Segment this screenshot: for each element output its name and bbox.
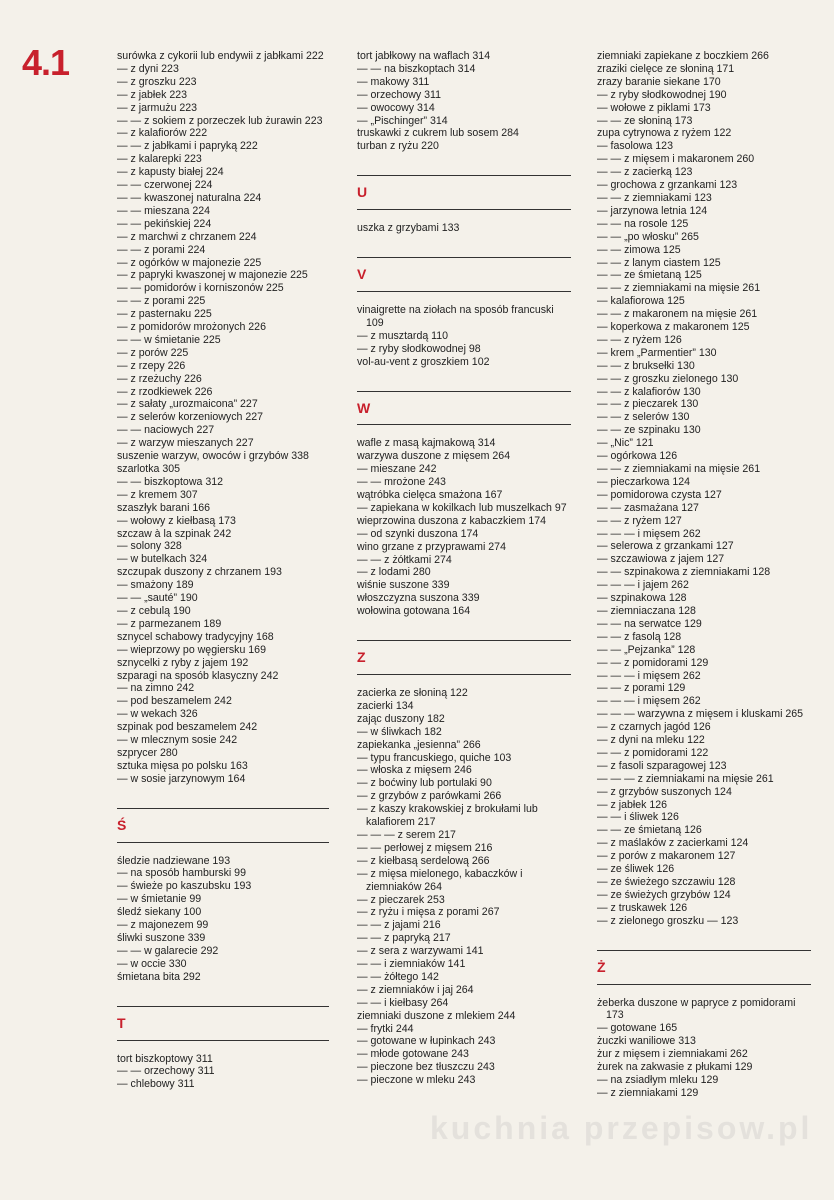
- index-entry: — z ogórków w majonezie 225: [117, 256, 262, 269]
- section-letter: T: [117, 1014, 126, 1031]
- index-entry: — z mięsa mielonego, kabaczków i ziemniaków 264: [357, 867, 523, 893]
- index-entry: — zapiekana w kokilkach lub muszelkach 97: [357, 501, 567, 514]
- index-entry: — — z selerów 130: [597, 411, 690, 424]
- index-entry: — — i kiełbasy 264: [357, 996, 449, 1009]
- index-entry: — chlebowy 311: [117, 1078, 195, 1091]
- index-entry: — z truskawek 126: [597, 901, 688, 914]
- index-entry: — — ze śmietaną 125: [597, 269, 702, 282]
- index-entry: ziemniaki duszone z mlekiem 244: [357, 1009, 516, 1022]
- index-entry: — młode gotowane 243: [357, 1048, 469, 1061]
- index-entry: warzywa duszone z mięsem 264: [357, 450, 511, 463]
- index-entry: — — w galarecie 292: [117, 944, 219, 957]
- index-entry: — — w śmietanie 225: [117, 333, 221, 346]
- section-letter: Ż: [597, 958, 606, 975]
- index-entry: — typu francuskiego, quiche 103: [357, 751, 512, 764]
- index-entry: — z pieczarek 253: [357, 893, 445, 906]
- index-column-3: [597, 50, 811, 1100]
- index-entry: — — z groszku zielonego 130: [597, 372, 739, 385]
- index-entry: — — z ziemniakami na mięsie 261: [597, 282, 761, 295]
- index-entry: — z papryki kwaszonej w majonezie 225: [117, 269, 308, 282]
- index-entry: — z porów z makaronem 127: [597, 850, 736, 863]
- index-entry: zrazy baranie siekane 170: [597, 75, 721, 88]
- divider: [357, 291, 571, 292]
- index-entry: — z sera z warzywami 141: [357, 945, 484, 958]
- index-entry: — z ziemniaków i jaj 264: [357, 983, 474, 996]
- index-entry: — orzechowy 311: [357, 88, 442, 101]
- index-entry: szpinak pod beszamelem 242: [117, 721, 258, 734]
- index-entry: — kalafiorowa 125: [597, 295, 685, 308]
- index-entry: szaszłyk barani 166: [117, 501, 211, 514]
- index-entry: zupa cytrynowa z ryżem 122: [597, 127, 732, 140]
- index-entry: — w śliwkach 182: [357, 725, 442, 738]
- index-entry: — od szynki duszona 174: [357, 527, 479, 540]
- index-entry: — — z ziemniakami na mięsie 261: [597, 463, 761, 475]
- index-entry: — „Pischinger” 314: [357, 114, 448, 127]
- index-entry: — mieszane 242: [357, 463, 437, 476]
- index-entry: — — ze szpinaku 130: [597, 424, 701, 437]
- index-entry: zraziki cielęce ze słoniną 171: [597, 62, 735, 75]
- index-entry: — — z lanym ciastem 125: [597, 256, 721, 269]
- divider: [357, 209, 571, 210]
- index-entry: — na zsiadłym mleku 129: [597, 1073, 719, 1086]
- index-entry: — — na rosole 125: [597, 217, 689, 230]
- index-entry: — — z pieczarek 130: [597, 398, 699, 411]
- index-entry: — koperkowa z makaronem 125: [597, 321, 750, 334]
- index-entry: — — z porami 129: [597, 682, 686, 695]
- index-entry: — — z kalafiorów 130: [597, 385, 701, 398]
- section-header: [357, 640, 571, 675]
- index-entry: — z pasternaku 225: [117, 308, 212, 321]
- section-header: [597, 950, 811, 985]
- index-entry: — w mlecznym sosie 242: [117, 734, 238, 747]
- index-entry: — — mrożone 243: [357, 476, 446, 489]
- index-entry: — z rzodkiewek 226: [117, 385, 213, 398]
- index-entry: — z fasoli szparagowej 123: [597, 759, 727, 772]
- index-entry: vinaigrette na ziołach na sposób francuski 109: [357, 303, 554, 329]
- index-entry: uszka z grzybami 133: [357, 222, 460, 235]
- index-entry: — z cebulą 190: [117, 604, 191, 617]
- index-entry: — — — i jajem 262: [597, 579, 689, 592]
- index-entry: — z kalafiorów 222: [117, 127, 208, 140]
- section-header: [357, 391, 571, 426]
- index-entry: — pieczone w mleku 243: [357, 1074, 476, 1087]
- index-entry: — — z pomidorami 129: [597, 656, 709, 669]
- index-entry: — solony 328: [117, 540, 182, 553]
- index-entry: wołowina gotowana 164: [357, 605, 471, 618]
- index-entry: — z sałaty „urozmaicona” 227: [117, 398, 258, 411]
- section-header: [117, 1006, 329, 1041]
- index-entry: śmietana bita 292: [117, 970, 201, 983]
- index-entry: — — z jabłkami i papryką 222: [117, 140, 258, 153]
- index-entry: śledzie nadziewane 193: [117, 854, 231, 867]
- index-entry: — pieczone bez tłuszczu 243: [357, 1061, 495, 1074]
- index-entry: — — — warzywna z mięsem i kluskami 265: [597, 708, 804, 721]
- index-entry: — — z ryżem 127: [597, 514, 682, 527]
- index-entry: — — zimowa 125: [597, 243, 681, 256]
- section-header: [357, 175, 571, 210]
- index-entry: — owocowy 314: [357, 101, 435, 114]
- index-entry: wafle z masą kajmakową 314: [357, 437, 496, 450]
- index-entry: — pieczarkowa 124: [597, 475, 691, 488]
- index-entry: — wieprzowy po węgiersku 169: [117, 643, 266, 656]
- index-entry: — — z ryżem 126: [597, 333, 682, 346]
- divider: [357, 424, 571, 425]
- index-entry: — — — i mięsem 262: [597, 669, 701, 682]
- index-entry: — z rzepy 226: [117, 359, 186, 372]
- index-entry: — na zimno 242: [117, 682, 195, 695]
- index-entry: — — z pomidorami 122: [597, 746, 709, 759]
- index-entry: — — pekińskiej 224: [117, 217, 212, 230]
- index-entry: — grochowa z grzankami 123: [597, 179, 738, 192]
- index-entry: — z lodami 280: [357, 566, 431, 579]
- index-entry: — — zasmażana 127: [597, 501, 699, 514]
- index-entry: wiśnie suszone 339: [357, 579, 450, 592]
- index-entry: — z dyni na mleku 122: [597, 734, 705, 747]
- index-entry: — — i ziemniaków 141: [357, 958, 466, 971]
- index-entry: — z grzybów z parówkami 266: [357, 790, 502, 803]
- index-entry: sztuka mięsa po polsku 163: [117, 759, 248, 772]
- index-entry: — z grzybów suszonych 124: [597, 785, 732, 798]
- section-header: [357, 257, 571, 292]
- index-entry: — — na biszkoptach 314: [357, 62, 476, 75]
- index-entry: szprycer 280: [117, 746, 178, 759]
- index-entry: — — mieszana 224: [117, 204, 211, 217]
- index-entry: żurek na zakwasie z płukami 129: [597, 1061, 753, 1074]
- divider: [117, 1040, 329, 1041]
- divider: [357, 674, 571, 675]
- index-entry: — — pomidorów i korniszonów 225: [117, 282, 284, 295]
- index-entry: ziemniaki zapiekane z boczkiem 266: [597, 50, 769, 62]
- index-entry: włoszczyzna suszona 339: [357, 592, 480, 605]
- index-entry: — — szpinakowa z ziemniakami 128: [597, 566, 771, 579]
- index-entry: szarlotka 305: [117, 463, 181, 475]
- index-entry: żuczki waniliowe 313: [597, 1035, 696, 1048]
- index-entry: — — czerwonej 224: [117, 179, 213, 192]
- index-entry: — z kalarepki 223: [117, 153, 202, 166]
- index-entry: — w butelkach 324: [117, 553, 208, 566]
- index-entry: zapiekanka „jesienna” 266: [357, 738, 481, 751]
- index-entry: szczaw à la szpinak 242: [117, 527, 232, 540]
- index-entry: — — biszkoptowa 312: [117, 475, 223, 488]
- index-entry: — — i śliwek 126: [597, 811, 679, 824]
- index-entry: — z rzeżuchy 226: [117, 372, 202, 385]
- index-entry: — z jarmużu 223: [117, 101, 198, 114]
- index-entry: — — z makaronem na mięsie 261: [597, 308, 758, 321]
- index-entry: — smażony 189: [117, 579, 194, 592]
- index-entry: — — orzechowy 311: [117, 1065, 215, 1078]
- index-entry: — z jabłek 126: [597, 798, 668, 811]
- index-entry: turban z ryżu 220: [357, 140, 439, 153]
- index-entry: — — z porami 224: [117, 243, 206, 256]
- section-letter: Ś: [117, 816, 127, 833]
- index-entry: — — ze słoniną 173: [597, 114, 693, 127]
- index-entry: — z pomidorów mrożonych 226: [117, 321, 266, 334]
- index-entry: truskawki z cukrem lub sosem 284: [357, 127, 519, 140]
- index-entry: — ze śliwek 126: [597, 863, 675, 876]
- index-entry: — gotowane w łupinkach 243: [357, 1035, 496, 1048]
- index-entry: — wołowe z piklami 173: [597, 101, 711, 114]
- index-entry: — w sosie jarzynowym 164: [117, 772, 246, 785]
- index-entry: — — z zacierką 123: [597, 166, 693, 179]
- index-entry: wieprzowina duszona z kabaczkiem 174: [357, 514, 547, 527]
- index-entry: — szpinakowa 128: [597, 592, 687, 605]
- index-entry: — w wekach 326: [117, 708, 198, 721]
- index-entry: — jarzynowa letnia 124: [597, 204, 708, 217]
- index-entry: — z parmezanem 189: [117, 617, 222, 630]
- index-entry: — z maślaków z zacierkami 124: [597, 837, 749, 850]
- index-entry: — — naciowych 227: [117, 424, 215, 437]
- index-entry: żeberka duszone w papryce z pomidorami 173: [597, 996, 796, 1022]
- index-entry: — w occie 330: [117, 957, 187, 970]
- index-entry: — z kremem 307: [117, 488, 198, 501]
- divider: [117, 842, 329, 843]
- index-column-1: [117, 50, 329, 1091]
- index-entry: — z ziemniakami 129: [597, 1086, 699, 1099]
- index-entry: — — „Pejzanka” 128: [597, 643, 696, 656]
- index-entry: śledź siekany 100: [117, 906, 202, 919]
- index-entry: wino grzane z przyprawami 274: [357, 540, 506, 553]
- index-entry: — — ze śmietaną 126: [597, 824, 702, 837]
- index-entry: — z zielonego groszku — 123: [597, 914, 739, 927]
- index-entry: — frytki 244: [357, 1022, 414, 1035]
- index-entry: szczupak duszony z chrzanem 193: [117, 566, 282, 579]
- index-entry: — — z porami 225: [117, 295, 206, 308]
- index-entry: — — — i mięsem 262: [597, 527, 701, 540]
- index-entry: — — z jajami 216: [357, 919, 441, 932]
- index-entry: — makowy 311: [357, 75, 430, 88]
- index-entry: — na sposób hamburski 99: [117, 867, 246, 880]
- index-entry: — „Nic” 121: [597, 437, 654, 450]
- index-entry: szparagi na sposób klasyczny 242: [117, 669, 279, 682]
- index-entry: — z kapusty białej 224: [117, 166, 224, 179]
- index-entry: surówka z cykorii lub endywii z jabłkami 222: [117, 50, 324, 62]
- index-entry: zacierka ze słoniną 122: [357, 687, 468, 699]
- index-entry: sznycel schabowy tradycyjny 168: [117, 630, 274, 643]
- index-entry: tort biszkoptowy 311: [117, 1052, 213, 1065]
- index-entry: — z boćwiny lub portulaki 90: [357, 777, 492, 790]
- section-header: [117, 808, 329, 843]
- index-entry: — z marchwi z chrzanem 224: [117, 230, 257, 243]
- index-entry: suszenie warzyw, owoców i grzybów 338: [117, 450, 309, 463]
- index-entry: wątróbka cielęca smażona 167: [357, 489, 503, 502]
- index-entry: zacierki 134: [357, 699, 414, 712]
- index-entry: zając duszony 182: [357, 712, 445, 725]
- index-entry: — z majonezem 99: [117, 919, 209, 932]
- index-entry: żur z mięsem i ziemniakami 262: [597, 1048, 748, 1061]
- index-entry: — z kiełbasą serdelową 266: [357, 854, 490, 867]
- index-entry: — — — z serem 217: [357, 828, 456, 841]
- index-entry: — z dyni 223: [117, 62, 179, 75]
- section-letter: U: [357, 184, 368, 201]
- index-entry: — ogórkowa 126: [597, 450, 678, 463]
- index-entry: — fasolowa 123: [597, 140, 673, 153]
- index-entry: śliwki suszone 339: [117, 932, 206, 944]
- index-entry: — włoska z mięsem 246: [357, 764, 472, 777]
- index-column-2: [357, 50, 571, 1087]
- index-entry: — z kaszy krakowskiej z brokułami lub kalafiorem 217: [357, 803, 538, 829]
- index-entry: — z ryby słodkowodnej 98: [357, 342, 481, 355]
- index-entry: — — z papryką 217: [357, 932, 451, 945]
- index-entry: — — „po włosku” 265: [597, 230, 699, 243]
- index-entry: — gotowane 165: [597, 1022, 678, 1035]
- index-entry: — — z mięsem i makaronem 260: [597, 153, 755, 166]
- watermark: kuchnia przepisow.pl: [430, 1110, 813, 1146]
- index-entry: — z warzyw mieszanych 227: [117, 437, 254, 450]
- index-entry: — — z bruksełki 130: [597, 359, 695, 372]
- section-letter: W: [357, 399, 371, 416]
- index-entry: — — żółtego 142: [357, 970, 439, 983]
- index-entry: vol-au-vent z groszkiem 102: [357, 355, 490, 368]
- index-entry: — z selerów korzeniowych 227: [117, 411, 264, 424]
- index-entry: — — z sokiem z porzeczek lub żurawin 223: [117, 114, 323, 127]
- index-entry: — z ryby słodkowodnej 190: [597, 88, 727, 101]
- section-letter: Z: [357, 649, 366, 666]
- index-entry: — z czarnych jagód 126: [597, 721, 711, 734]
- index-entry: — szczawiowa z jajem 127: [597, 553, 725, 566]
- index-entry: — — — z ziemniakami na mięsie 261: [597, 772, 774, 785]
- index-entry: — krem „Parmentier” 130: [597, 346, 717, 359]
- page-number: 4.1: [22, 42, 70, 83]
- index-entry: — z musztardą 110: [357, 329, 449, 342]
- index-entry: — z porów 225: [117, 346, 189, 359]
- section-letter: V: [357, 266, 367, 283]
- index-entry: tort jabłkowy na waflach 314: [357, 50, 491, 62]
- index-entry: — — na serwatce 129: [597, 617, 702, 630]
- index-entry: — — z ziemniakami 123: [597, 191, 712, 204]
- index-entry: — świeże po kaszubsku 193: [117, 880, 252, 893]
- index-entry: — z ryżu i mięsa z porami 267: [357, 906, 500, 919]
- index-entry: — — kwaszonej naturalna 224: [117, 191, 262, 204]
- index-entry: — ze świeżego szczawiu 128: [597, 876, 736, 888]
- index-entry: — — — i mięsem 262: [597, 695, 701, 708]
- index-entry: — wołowy z kiełbasą 173: [117, 514, 236, 527]
- divider: [597, 984, 811, 985]
- index-entry: — z groszku 223: [117, 75, 197, 88]
- index-entry: — — z żółtkami 274: [357, 553, 452, 566]
- index-entry: — w śmietanie 99: [117, 893, 202, 906]
- index-entry: — ziemniaczana 128: [597, 604, 696, 617]
- index-entry: sznycelki z ryby z jajem 192: [117, 656, 249, 669]
- index-entry: — z jabłek 223: [117, 88, 188, 101]
- index-entry: — — z fasolą 128: [597, 630, 682, 643]
- index-entry: — — „sauté” 190: [117, 592, 198, 605]
- index-entry: — pomidorowa czysta 127: [597, 488, 722, 501]
- index-entry: — — perłowej z mięsem 216: [357, 841, 493, 854]
- index-entry: — selerowa z grzankami 127: [597, 540, 734, 553]
- index-entry: — ze świeżych grzybów 124: [597, 888, 731, 901]
- index-entry: — pod beszamelem 242: [117, 695, 232, 708]
